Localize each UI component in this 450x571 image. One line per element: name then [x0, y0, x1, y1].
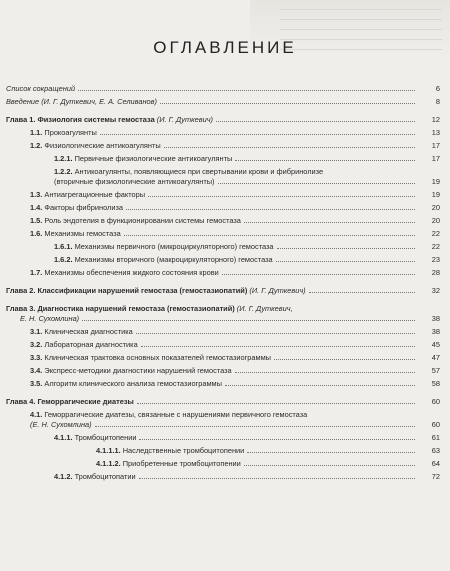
toc-page: 45: [431, 340, 440, 349]
toc-text: Первичные физиологические антикоагулянты: [74, 154, 233, 163]
toc-entry: [6, 340, 440, 349]
section-number: 1.6.2.: [54, 255, 73, 264]
section-number: 4.1.2.: [54, 472, 73, 481]
toc-text: Экспресс-методики диагностики нарушений гемостаза: [44, 366, 232, 375]
toc-entry: [6, 128, 440, 137]
toc-page: 38: [431, 327, 440, 336]
toc-entry: [6, 353, 440, 362]
toc-page: 47: [431, 353, 440, 362]
section-number: 4.1.1.2.: [96, 459, 121, 468]
leader-dots: [100, 134, 415, 135]
toc-text-continued: (вторичные физиологические антикоагулянты): [54, 177, 215, 186]
toc-page: 17: [431, 154, 440, 163]
toc-page: 60: [431, 420, 440, 429]
toc-entry: [6, 410, 440, 419]
leader-dots: [244, 465, 415, 466]
toc-entry: [6, 459, 440, 468]
leader-dots: [247, 452, 415, 453]
toc-page: 6: [435, 84, 440, 93]
section-number: 1.7.: [30, 268, 43, 277]
toc-entry: [6, 446, 440, 455]
leader-dots: [78, 90, 415, 91]
leader-dots: [82, 320, 415, 321]
leader-dots: [139, 439, 415, 440]
toc-page: 57: [431, 366, 440, 375]
toc-entry: [6, 229, 440, 238]
toc-text: Приобретенные тромбоцитопении: [122, 459, 241, 468]
toc-text: Физиологические антикоагулянты: [44, 141, 161, 150]
toc-page: 72: [431, 472, 440, 481]
section-number: 1.1.: [30, 128, 43, 137]
toc-entry: [6, 141, 440, 150]
section-number: 1.5.: [30, 216, 43, 225]
toc-page: 32: [431, 286, 440, 295]
toc-page: 19: [431, 177, 440, 186]
toc-page: 61: [431, 433, 440, 442]
toc-page: 60: [431, 397, 440, 406]
section-number: 1.4.: [30, 203, 43, 212]
toc-text: Механизмы вторичного (макроциркуляторного) гемостаза: [74, 255, 273, 264]
section-number: 1.2.2.: [54, 167, 73, 176]
toc-page: 38: [431, 314, 440, 323]
table-of-contents: [6, 84, 440, 485]
leader-dots: [216, 121, 415, 122]
toc-page: 13: [431, 128, 440, 137]
section-number: 4.1.1.1.: [96, 446, 121, 455]
leader-dots: [277, 248, 415, 249]
toc-entry: [6, 97, 440, 106]
toc-page: 12: [431, 115, 440, 124]
section-number: 3.4.: [30, 366, 43, 375]
toc-text: Введение: [6, 97, 40, 106]
chapter-title: Глава 1. Физиология системы гемостаза: [6, 115, 155, 124]
toc-page: 23: [431, 255, 440, 264]
toc-page: 20: [431, 203, 440, 212]
toc-authors: (И. Г. Дуткевич): [249, 286, 306, 295]
toc-page: 28: [431, 268, 440, 277]
toc-text: Лабораторная диагностика: [44, 340, 138, 349]
toc-entry: [6, 154, 440, 163]
toc-text: Список сокращений: [6, 84, 76, 93]
toc-text: Механизмы обеспечения жидкого состояния крови: [44, 268, 219, 277]
toc-page: 8: [435, 97, 440, 106]
leader-dots: [124, 235, 415, 236]
chapter-title: Глава 4. Геморрагические диатезы: [6, 397, 134, 406]
leader-dots: [235, 372, 415, 373]
toc-text: Тромбоцитопении: [74, 433, 137, 442]
toc-entry: [6, 268, 440, 277]
leader-dots: [160, 103, 415, 104]
toc-text: Наследственные тромбоцитопении: [122, 446, 245, 455]
toc-text: Клиническая диагностика: [44, 327, 133, 336]
toc-entry-continued: [6, 420, 440, 429]
toc-text: Алгоритм клинического анализа гемостазиограммы: [44, 379, 222, 388]
toc-text: Факторы фибринолиза: [44, 203, 123, 212]
toc-text: Механизмы первичного (микроциркуляторного) гемостаза: [74, 242, 274, 251]
toc-chapter: [6, 304, 440, 313]
toc-text: Антиагрегационные факторы: [44, 190, 146, 199]
leader-dots: [126, 209, 415, 210]
toc-authors: (И. Г. Дуткевич,: [236, 304, 293, 313]
leader-dots: [309, 292, 415, 293]
toc-text: Механизмы гемостаза: [44, 229, 121, 238]
toc-page: 20: [431, 216, 440, 225]
toc-chapter: [6, 115, 440, 124]
toc-page: 64: [431, 459, 440, 468]
leader-dots: [136, 333, 415, 334]
leader-dots: [95, 426, 415, 427]
chapter-title: Глава 2. Классификации нарушений гемостаза (гемостазиопатий): [6, 286, 248, 295]
leader-dots: [139, 478, 415, 479]
toc-entry: [6, 472, 440, 481]
toc-text: Антикоагулянты, появляющиеся при свертывании крови и фибринолизе: [74, 167, 324, 176]
toc-entry: [6, 216, 440, 225]
toc-entry: [6, 84, 440, 93]
leader-dots: [137, 403, 415, 404]
toc-authors-continued: Е. Н. Сухомлина): [20, 314, 80, 323]
toc-text: Прокоагулянты: [44, 128, 97, 137]
section-number: 1.6.: [30, 229, 43, 238]
leader-dots: [235, 160, 415, 161]
toc-entry-continued: [6, 177, 440, 186]
leader-dots: [218, 183, 416, 184]
toc-entry: [6, 327, 440, 336]
toc-chapter: [6, 397, 440, 406]
toc-entry: [6, 433, 440, 442]
toc-chapter-continued: [6, 314, 440, 323]
toc-entry: [6, 242, 440, 251]
toc-entry: [6, 190, 440, 199]
section-number: 3.3.: [30, 353, 43, 362]
toc-page: 63: [431, 446, 440, 455]
toc-authors: (Е. Н. Сухомлина): [30, 420, 92, 429]
section-number: 3.5.: [30, 379, 43, 388]
section-number: 4.1.: [30, 410, 43, 419]
toc-authors: (И. Г. Дуткевич): [156, 115, 213, 124]
section-number: 1.6.1.: [54, 242, 73, 251]
toc-entry: [6, 366, 440, 375]
toc-text: Геморрагические диатезы, связанные с нарушениями первичного гемостаза: [44, 410, 308, 419]
toc-authors: (И. Г. Дуткевич, Е. А. Селиванов): [41, 97, 157, 106]
section-number: 4.1.1.: [54, 433, 73, 442]
toc-chapter: [6, 286, 440, 295]
section-number: 1.3.: [30, 190, 43, 199]
section-number: 3.1.: [30, 327, 43, 336]
toc-page: 22: [431, 242, 440, 251]
toc-text: Тромбоцитопатии: [74, 472, 136, 481]
page-title: ОГЛАВЛЕНИЕ: [153, 38, 297, 57]
toc-text: Клиническая трактовка основных показателей гемостазиограммы: [44, 353, 271, 362]
chapter-title: Глава 3. Диагностика нарушений гемостаза (гемостазиопатий): [6, 304, 235, 313]
section-number: 1.2.: [30, 141, 43, 150]
toc-page: 17: [431, 141, 440, 150]
toc-page: 22: [431, 229, 440, 238]
section-number: 1.2.1.: [54, 154, 73, 163]
section-number: 3.2.: [30, 340, 43, 349]
leader-dots: [225, 385, 415, 386]
toc-entry: [6, 203, 440, 212]
toc-page: 58: [431, 379, 440, 388]
toc-page: 19: [431, 190, 440, 199]
toc-text: Роль эндотелия в функционировании системы гемостаза: [44, 216, 241, 225]
leader-dots: [276, 261, 415, 262]
leader-dots: [222, 274, 415, 275]
leader-dots: [244, 222, 415, 223]
leader-dots: [141, 346, 415, 347]
leader-dots: [148, 196, 415, 197]
toc-entry: [6, 255, 440, 264]
toc-entry: [6, 379, 440, 388]
toc-entry: [6, 167, 440, 176]
leader-dots: [164, 147, 415, 148]
leader-dots: [274, 359, 415, 360]
